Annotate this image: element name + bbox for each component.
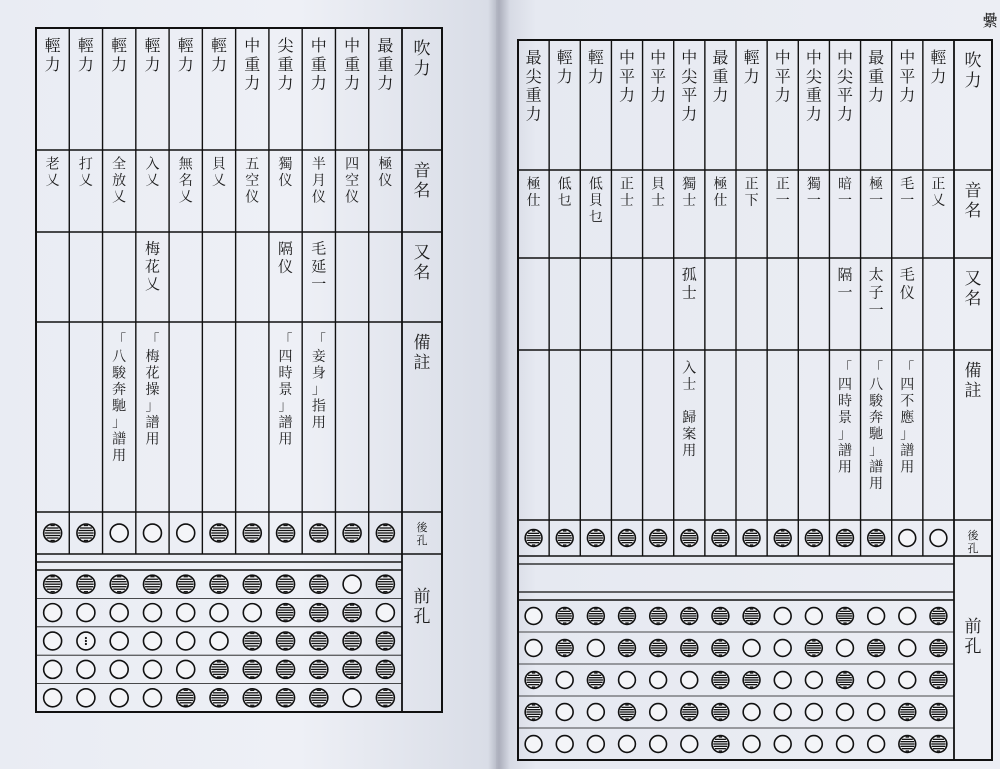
column-note-name: 四空仪 [345,156,360,206]
column-blow-force: 輕力 [77,35,94,74]
front-hole [110,660,128,678]
column-note-name: 獨士 [682,176,697,210]
front-hole [899,640,916,657]
column-remark: 「八駿奔馳」譜用 [869,360,884,493]
column-note-name: 無名乂 [178,156,193,206]
row-header-front-hole: 前孔 [413,587,431,628]
front-hole [805,736,822,753]
page-edge-fragment: 纍 [981,11,999,30]
front-hole [587,736,604,753]
front-hole [650,736,667,753]
column-blow-force: 輕力 [556,47,573,86]
front-hole [899,608,916,625]
column-alias: 孤士 [681,265,697,302]
column-note-name: 獨仪 [278,156,293,190]
left-fingering-table [0,0,496,769]
front-hole [177,660,195,678]
column-note-name: 半月仪 [311,156,326,206]
front-hole [44,604,62,622]
front-hole [77,604,95,622]
front-hole [805,608,822,625]
front-hole [837,640,854,657]
row-header-back-hole: 後孔 [416,520,428,547]
front-hole [868,672,885,689]
front-hole [774,736,791,753]
column-blow-force: 中平力 [899,47,916,105]
front-hole [77,689,95,707]
column-blow-force: 最重力 [377,35,394,93]
front-hole [343,689,361,707]
front-hole [650,704,667,721]
back-hole [930,530,947,547]
front-hole [774,672,791,689]
front-hole [143,632,161,650]
column-blow-force: 中尖平力 [681,47,698,124]
front-hole [143,660,161,678]
front-hole [44,689,62,707]
column-note-name: 獨一 [806,176,821,210]
front-hole [556,672,573,689]
row-header-alias: 又名 [964,269,982,310]
front-hole [525,608,542,625]
front-hole [556,704,573,721]
column-blow-force: 輕力 [587,47,604,86]
column-blow-force: 最重力 [712,47,729,105]
front-hole [44,660,62,678]
column-blow-force: 中平力 [774,47,791,105]
column-remark: 「八駿奔馳」譜用 [112,332,127,465]
column-blow-force: 輕力 [210,35,228,74]
front-hole [837,704,854,721]
front-hole [619,736,636,753]
column-blow-force: 中重力 [344,35,361,93]
row-header-name: 音名 [413,161,431,202]
front-hole [743,704,760,721]
front-hole [681,736,698,753]
row-header-note: 備註 [413,333,431,374]
column-note-name: 極仕 [526,176,541,210]
back-hole [143,524,161,542]
column-blow-force: 輕力 [111,35,128,74]
front-hole [774,640,791,657]
front-hole [619,672,636,689]
front-hole [774,704,791,721]
column-remark: 「四時景」譜用 [838,360,852,476]
front-hole [44,632,62,650]
back-hole [177,524,195,542]
front-hole [681,672,698,689]
column-alias: 隔仪 [278,239,294,276]
front-hole [587,704,604,721]
front-hole [525,736,542,753]
front-hole [837,736,854,753]
row-header-blow: 吹力 [413,39,431,80]
book-gutter [488,0,510,769]
front-hole [650,672,667,689]
hole-dot [85,637,87,639]
column-note-name: 老乂 [45,156,60,190]
column-note-name: 入乂 [145,156,160,190]
column-note-name: 極仪 [378,156,393,190]
column-blow-force: 中尖平力 [836,47,854,124]
front-hole [243,604,261,622]
front-hole [868,704,885,721]
column-alias: 太子一 [868,265,884,320]
front-hole [868,608,885,625]
column-note-name: 正下 [744,176,759,210]
column-note-name: 打乂 [78,156,93,190]
right-fingering-table [496,0,1000,769]
front-hole [805,672,822,689]
row-header-alias: 又名 [413,243,431,284]
column-note-name: 低貝乜 [588,176,603,226]
front-hole [210,604,228,622]
column-note-name: 正乂 [931,176,946,210]
row-header-blow: 吹力 [964,51,982,92]
left-page [0,0,496,769]
column-note-name: 貝乂 [212,156,226,190]
front-hole [805,704,822,721]
column-note-name: 暗一 [838,176,852,210]
column-alias: 毛仪 [899,265,915,302]
front-hole [376,604,394,622]
right-page [496,0,1000,769]
column-blow-force: 中平力 [650,47,667,105]
hole-dot [85,640,87,642]
column-blow-force: 最尖重力 [525,47,542,124]
column-blow-force: 輕力 [44,35,61,74]
front-hole [110,632,128,650]
front-hole [587,640,604,657]
row-header-name: 音名 [964,181,982,222]
column-blow-force: 中重力 [244,35,261,93]
column-note-name: 全放乂 [112,156,127,206]
front-hole [868,736,885,753]
column-blow-force: 輕力 [144,35,161,74]
column-note-name: 正士 [620,176,634,210]
front-hole [743,736,760,753]
column-blow-force: 尖重力 [277,35,294,93]
column-alias: 梅花乂 [144,239,160,294]
front-hole [177,604,195,622]
front-hole [77,660,95,678]
column-blow-force: 中尖重力 [805,47,822,124]
column-remark: 「四時景」譜用 [278,332,293,448]
front-hole [556,736,573,753]
column-note-name: 五空仪 [245,156,260,206]
front-hole [110,689,128,707]
back-hole [899,530,916,547]
row-header-back-hole: 後孔 [967,528,979,555]
back-hole [110,524,128,542]
front-hole [899,672,916,689]
row-header-note: 備註 [964,361,982,402]
front-hole [774,608,791,625]
column-note-name: 極仕 [713,176,728,210]
column-note-name: 正一 [775,176,790,210]
front-hole [143,689,161,707]
column-blow-force: 輕力 [743,47,760,86]
column-blow-force: 最重力 [868,47,885,105]
front-hole [110,604,128,622]
column-remark: 入士 歸案用 [682,360,697,460]
front-hole [743,640,760,657]
front-hole [177,632,195,650]
column-remark: 「四不應」譜用 [900,360,915,476]
column-remark: 「妾身」指用 [311,332,326,432]
column-remark: 「梅花操」譜用 [145,332,160,448]
column-blow-force: 中平力 [618,47,636,105]
front-hole [143,604,161,622]
column-note-name: 毛一 [900,176,915,210]
column-note-name: 極一 [869,176,884,210]
column-note-name: 低乜 [557,176,572,210]
column-alias: 隔一 [837,265,853,302]
column-alias: 毛延一 [311,239,327,294]
column-note-name: 貝士 [651,176,666,210]
front-hole [343,575,361,593]
front-hole [525,640,542,657]
column-blow-force: 中重力 [310,35,327,93]
column-blow-force: 輕力 [177,35,194,74]
hole-dot [85,643,87,645]
row-header-front-hole: 前孔 [964,617,982,658]
front-hole [210,632,228,650]
column-blow-force: 輕力 [930,47,947,86]
